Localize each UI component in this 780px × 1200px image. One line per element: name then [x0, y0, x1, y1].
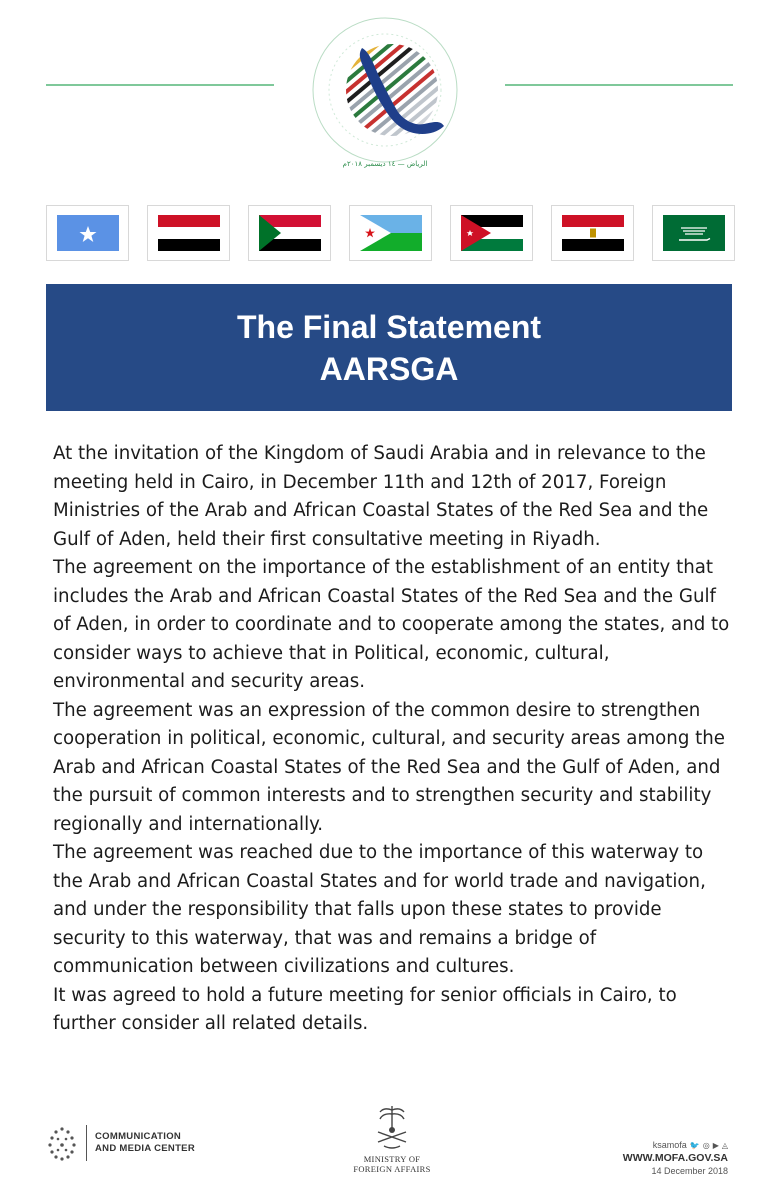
- flag-djibouti: [349, 205, 432, 261]
- yemen-flag-icon: [158, 215, 220, 251]
- flag-saudi-arabia: [652, 205, 735, 261]
- cmc-logo-icon: [46, 1123, 78, 1163]
- flag-sudan: [248, 205, 331, 261]
- instagram-icon: ◎: [702, 1140, 710, 1150]
- cmc-branding: [46, 1123, 195, 1163]
- website-link[interactable]: WWW.MOFA.GOV.SA: [622, 1152, 728, 1164]
- cmc-line-1: COMMUNICATION: [95, 1131, 182, 1142]
- cmc-line-2: AND MEDIA CENTER: [95, 1143, 195, 1154]
- statement-title: The Final Statement: [236, 308, 542, 345]
- paragraph-1: At the invitation of the Kingdom of Saudi Arabia and in relevance to the meeting held in Cairo, in December 11th and 12th of 2017, Foreign Ministries of the Arab and African Coastal States of the Red Sea and the Gulf of Aden, held their first consultative meeting in Riyadh.: [53, 443, 709, 550]
- jordan-flag-icon: [461, 215, 523, 251]
- paragraph-2: The agreement on the importance of the establishment of an entity that includes the Arab and African Coastal States of the Red Sea and the Gulf of Aden, in order to coordinate and to cooperate among the states, and to consider ways to achieve that in Political, economic, cultural, environmental and security areas.: [53, 557, 730, 692]
- cmc-separator: [86, 1125, 87, 1161]
- ministry-line-2: FOREIGN AFFAIRS: [353, 1164, 431, 1174]
- flag-somalia: [46, 205, 129, 261]
- ministry-line-1: MINISTRY OF: [363, 1154, 421, 1164]
- social-row: [586, 1140, 728, 1150]
- djibouti-flag-icon: [360, 215, 422, 251]
- egypt-flag-icon: [562, 215, 624, 251]
- twitter-icon: 🐦: [689, 1140, 700, 1150]
- ministry-branding: [343, 1102, 441, 1174]
- statement-subtitle: AARSGA: [319, 350, 459, 387]
- somalia-flag-icon: [57, 215, 119, 251]
- header-rule-right: [505, 84, 733, 86]
- contact-info: [586, 1140, 728, 1176]
- paragraph-3: The agreement was an expression of the common desire to strengthen cooperation in political, economic, cultural, and security areas among the Arab and African Coastal States of the Red Sea and the Gulf of Aden, and the pursuit of common interests and to strengthen security and stability regionally and internationally.: [53, 699, 725, 835]
- flags-row: [46, 205, 734, 261]
- flag-egypt: [551, 205, 634, 261]
- statement-date: 14 December 2018: [651, 1166, 728, 1176]
- cmc-label: [95, 1131, 195, 1155]
- snapchat-icon: ◬: [721, 1140, 728, 1150]
- youtube-icon: ▶: [712, 1140, 719, 1150]
- flag-jordan: [450, 205, 533, 261]
- social-handle: ksamofa: [652, 1140, 687, 1150]
- paragraph-5: It was agreed to hold a future meeting for senior officials in Cairo, to further consider all related details.: [53, 984, 677, 1034]
- ministry-emblem-icon: [366, 1102, 418, 1154]
- statement-body: [53, 440, 733, 1039]
- title-banner: [46, 284, 732, 411]
- header-rule-left: [46, 84, 274, 86]
- sudan-flag-icon: [259, 215, 321, 251]
- paragraph-4: The agreement was reached due to the importance of this waterway to the Arab and African Coastal States and for world trade and navigation, and under the responsibility that falls upon these states to provide security to this waterway, that was and remains a bridge of communication between civilizations and cultures.: [53, 842, 706, 977]
- saudi-flag-icon: [663, 215, 725, 251]
- flag-yemen: [147, 205, 230, 261]
- logo-caption: الرياض — ١٤ ديسمبر ٢٠١٨م: [342, 160, 428, 168]
- aarsga-logo-icon: [300, 8, 470, 178]
